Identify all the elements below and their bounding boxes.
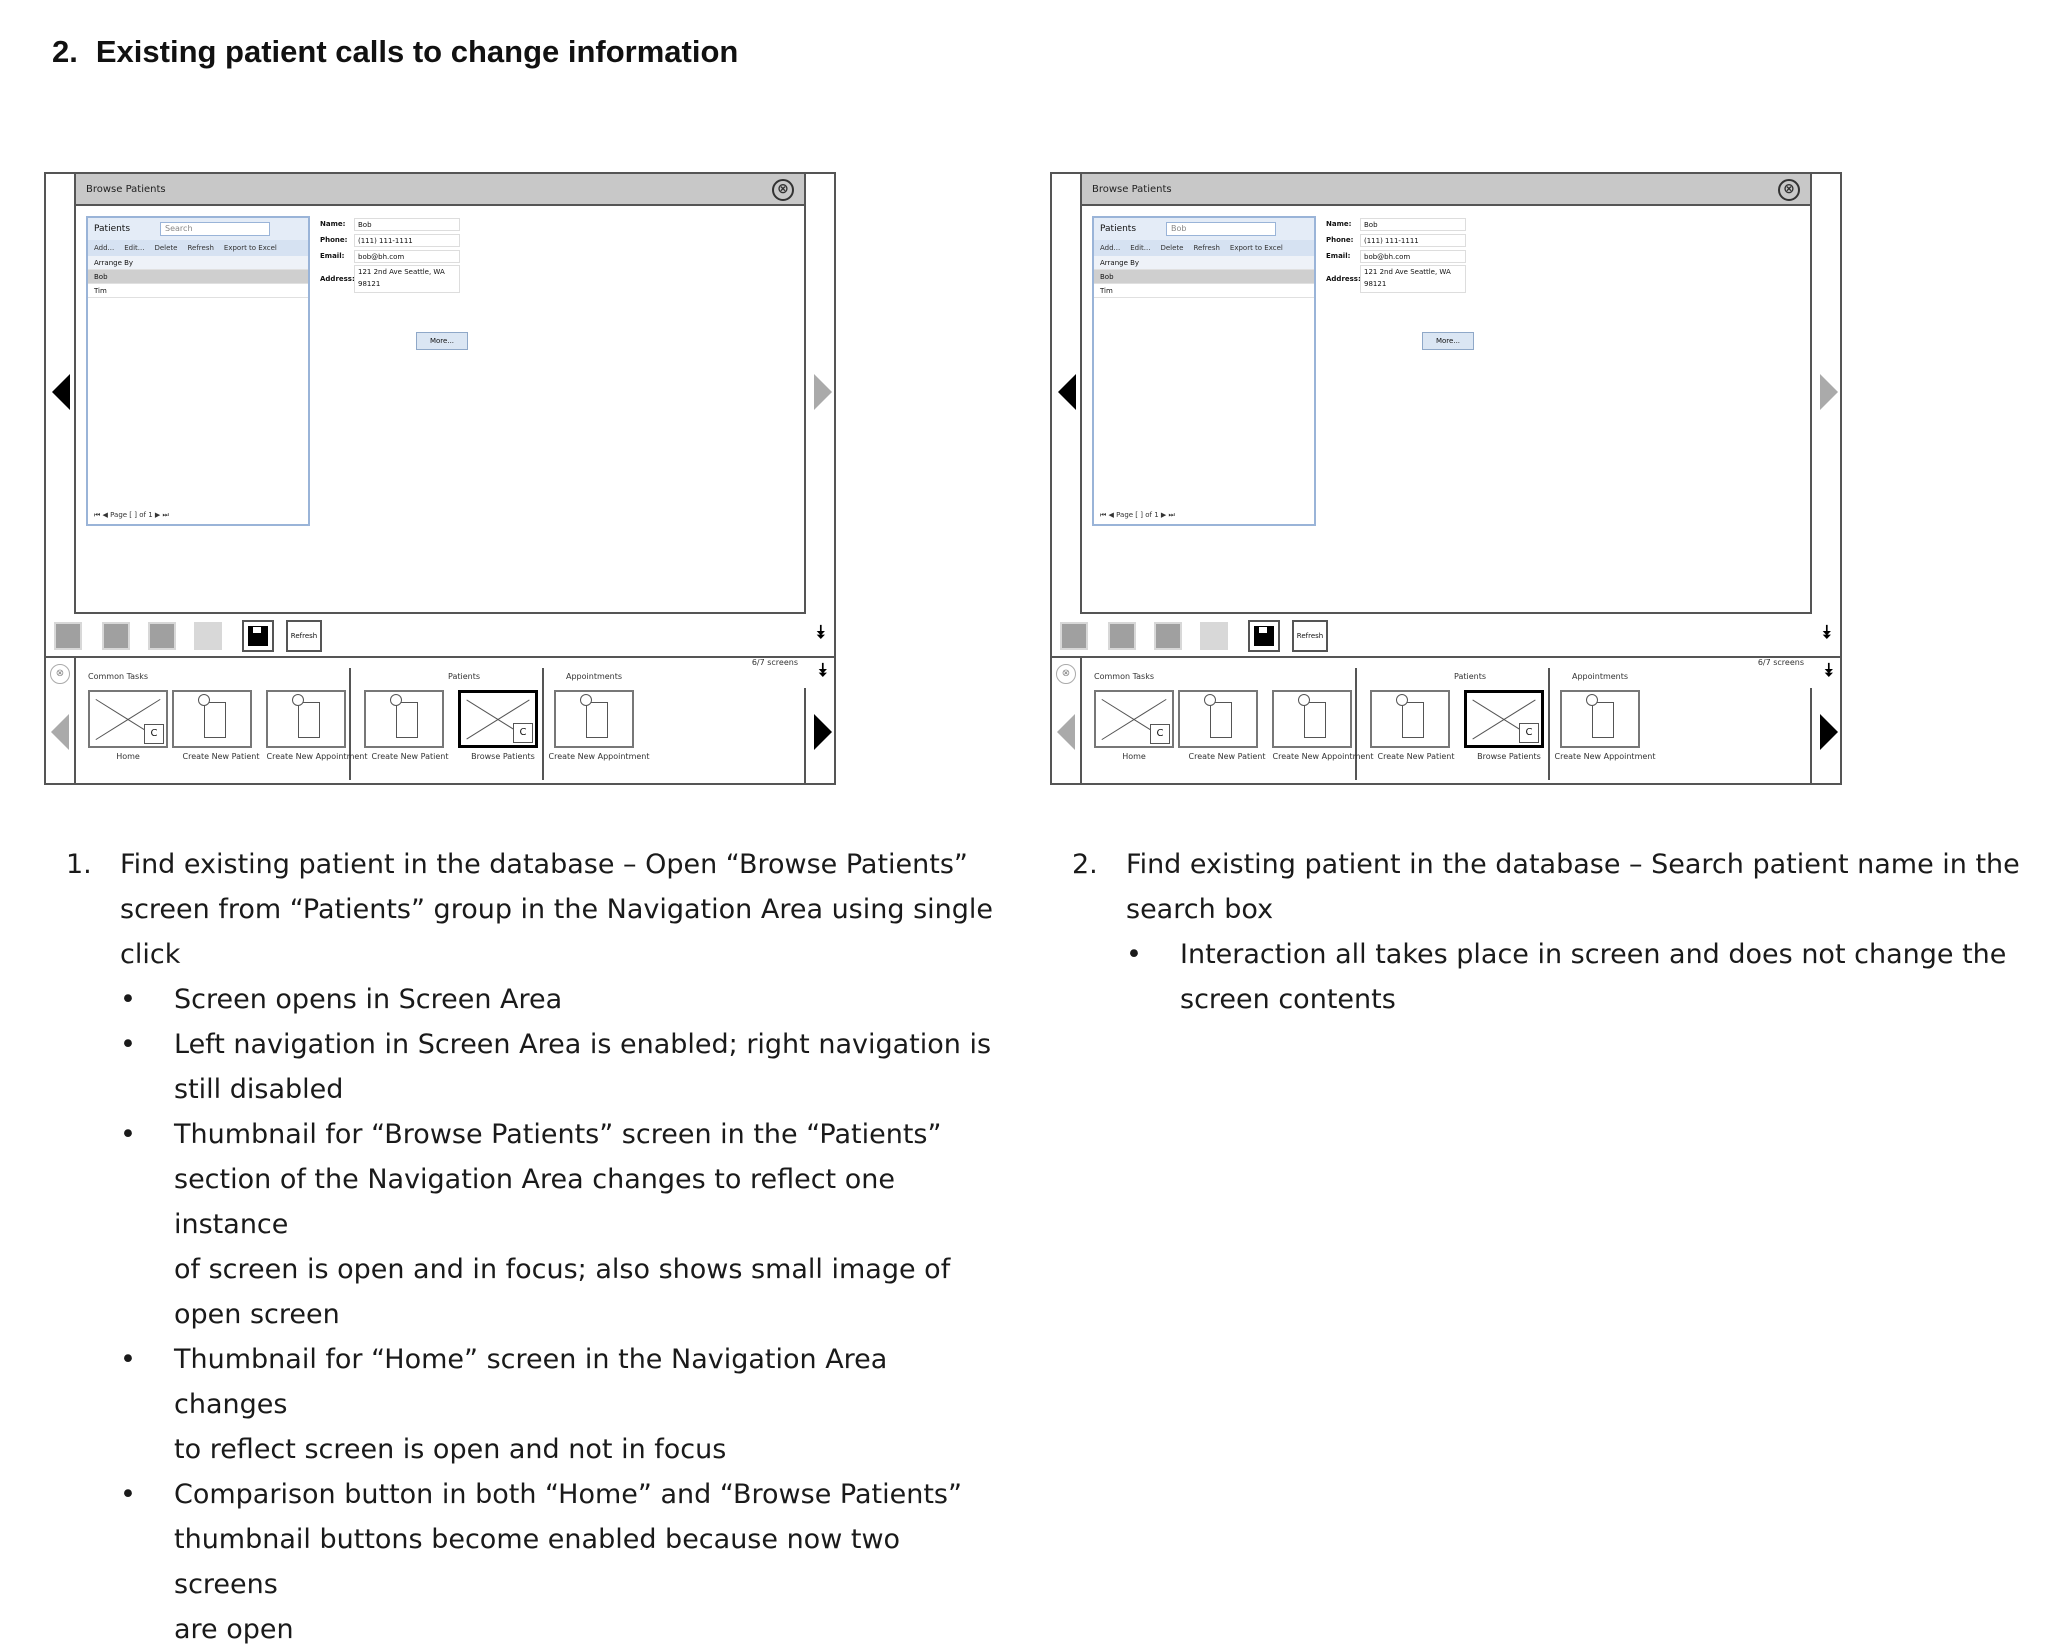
toolbar-button[interactable]: Export to Excel	[1229, 244, 1283, 252]
screen-toolbar	[46, 614, 834, 658]
detail-key: Phone:	[1326, 236, 1354, 244]
bullet-dot: •	[120, 1479, 136, 1510]
patients-list-title: Patients	[1100, 224, 1137, 234]
left-arrow-icon[interactable]	[52, 374, 70, 410]
search-input[interactable]: Bob	[1166, 222, 1276, 236]
toolbar-button[interactable]: Delete	[1160, 244, 1184, 252]
bullet-text	[174, 977, 562, 1022]
screen-thumbnail[interactable]	[1464, 690, 1544, 748]
thumbnail-label: Home	[1122, 752, 1146, 761]
step-2-description	[1072, 842, 2032, 1022]
list-item[interactable]: Tim	[1094, 284, 1314, 298]
toolbar-button[interactable]: Add...	[1100, 244, 1121, 252]
nav-right-column	[804, 688, 834, 783]
screen-right-nav[interactable]	[804, 174, 834, 614]
screen-left-nav[interactable]	[46, 174, 76, 614]
step-1-number: 1.	[66, 849, 92, 880]
group-divider	[1548, 668, 1550, 780]
section-heading	[52, 34, 738, 70]
screen-thumbnail[interactable]	[458, 690, 538, 748]
bullet-text	[1180, 932, 2006, 1022]
step-1-description	[66, 842, 1006, 1652]
comparison-icon[interactable]: ⊗	[1056, 664, 1076, 684]
thumbnail-label: Browse Patients	[471, 752, 535, 761]
toolbar-button[interactable]: Delete	[154, 244, 178, 252]
screen-toolbar	[1052, 614, 1840, 658]
bullet-text	[174, 1022, 991, 1112]
nav-left-arrow-icon[interactable]	[1057, 714, 1075, 750]
toolbar-square-button[interactable]	[1108, 622, 1136, 650]
thumbnail-label: Browse Patients	[1477, 752, 1541, 761]
toolbar-square-button[interactable]	[194, 622, 222, 650]
step-2-text	[1126, 842, 2020, 932]
detail-value[interactable]: (111) 111-1111	[354, 234, 460, 247]
search-input[interactable]: Search	[160, 222, 270, 236]
patients-list-header	[88, 218, 308, 240]
arrange-by-row[interactable]: Arrange By	[88, 256, 308, 270]
wireframe-mockup	[44, 172, 836, 785]
group-label: Common Tasks	[88, 672, 149, 681]
navigation-area	[46, 658, 834, 783]
patients-toolbar	[1094, 240, 1314, 256]
detail-value[interactable]: 121 2nd Ave Seattle, WA 98121	[1360, 265, 1466, 293]
detail-key: Email:	[320, 252, 345, 260]
refresh-button[interactable]: Refresh	[1292, 620, 1328, 652]
patients-list	[86, 216, 310, 526]
detail-row	[1326, 232, 1466, 248]
screen-title-bar	[1082, 174, 1810, 206]
bullet-item	[120, 1022, 1006, 1112]
left-arrow-icon[interactable]	[1058, 374, 1076, 410]
detail-key: Address:	[1326, 275, 1361, 283]
navigation-area	[1052, 658, 1840, 783]
bullet-line: Comparison button in both “Home” and “Browse Patients”	[174, 1479, 962, 1510]
detail-value[interactable]: bob@bh.com	[354, 250, 460, 263]
bullet-dot: •	[120, 984, 136, 1015]
screen-title: Browse Patients	[86, 183, 166, 195]
toolbar-button[interactable]: Add...	[94, 244, 115, 252]
toolbar-square-button[interactable]	[102, 622, 130, 650]
toolbar-square-button[interactable]	[1154, 622, 1182, 650]
screen-left-nav[interactable]	[1052, 174, 1082, 614]
pager[interactable]: ⏮ ◀ Page [ ] of 1 ▶ ⏭	[1100, 511, 1175, 519]
bullet-line: to reflect screen is open and not in focus	[174, 1434, 727, 1465]
toolbar-square-button[interactable]	[54, 622, 82, 650]
detail-row	[1326, 264, 1466, 294]
detail-row	[1326, 216, 1466, 232]
thumbnail-label: Create New Appointment	[1554, 752, 1656, 761]
detail-value[interactable]: 121 2nd Ave Seattle, WA 98121	[354, 265, 460, 293]
bullet-dot: •	[120, 1119, 136, 1150]
toolbar-button[interactable]: Refresh	[1193, 244, 1220, 252]
detail-key: Name:	[320, 220, 346, 228]
group-label: Patients	[1454, 672, 1487, 681]
bullet-line: Thumbnail for “Home” screen in the Navigation Area changes	[174, 1344, 888, 1420]
bullet-line: are open	[174, 1614, 294, 1645]
step-1-line: Find existing patient in the database – Open “Browse Patients”	[120, 849, 968, 880]
screen-thumbnail[interactable]	[172, 690, 252, 748]
detail-value[interactable]: (111) 111-1111	[1360, 234, 1466, 247]
bullet-line: Screen opens in Screen Area	[174, 984, 563, 1015]
detail-row	[1326, 248, 1466, 264]
more-button[interactable]: More...	[416, 332, 468, 350]
step-1-line: screen from “Patients” group in the Navigation Area using single	[120, 894, 994, 925]
section-number: 2.	[52, 34, 78, 69]
screen-thumbnail[interactable]	[554, 690, 634, 748]
detail-row	[320, 264, 460, 294]
save-icon[interactable]	[242, 620, 274, 652]
list-item[interactable]: Tim	[88, 284, 308, 298]
patients-list-title: Patients	[94, 224, 131, 234]
detail-row	[320, 216, 460, 232]
bullet-text	[174, 1472, 1006, 1652]
bullet-dot: •	[120, 1344, 136, 1375]
group-label: Appointments	[566, 672, 623, 681]
detail-key: Name:	[1326, 220, 1352, 228]
comparison-box[interactable]: C	[1150, 724, 1170, 744]
toolbar-square-button[interactable]	[1060, 622, 1088, 650]
detail-value[interactable]: Bob	[354, 218, 460, 231]
step-2-item	[1072, 842, 2032, 932]
group-label: Common Tasks	[1094, 672, 1155, 681]
bullet-item	[120, 1472, 1006, 1652]
toolbar-button[interactable]: Refresh	[187, 244, 214, 252]
bullet-line: of screen is open and in focus; also shows small image of	[174, 1254, 951, 1285]
group-label: Patients	[448, 672, 481, 681]
patients-list	[1092, 216, 1316, 526]
save-icon[interactable]	[1248, 620, 1280, 652]
bullet-line: Interaction all takes place in screen and does not change the	[1180, 939, 2007, 970]
pager[interactable]: ⏮ ◀ Page [ ] of 1 ▶ ⏭	[94, 511, 169, 519]
step-1-bullets	[120, 977, 1006, 1652]
close-icon[interactable]: ⊗	[772, 179, 794, 201]
bullet-line: thumbnail buttons become enabled because now two screens	[174, 1524, 901, 1600]
step-2-bullets	[1126, 932, 2032, 1022]
bullet-item	[120, 977, 1006, 1022]
thumbnail-label: Home	[116, 752, 140, 761]
bullet-item	[120, 1337, 1006, 1472]
bullet-item	[120, 1112, 1006, 1337]
thumbnail-label: Create New Patient	[182, 752, 260, 761]
group-label: Appointments	[1572, 672, 1629, 681]
comparison-box[interactable]: C	[513, 723, 533, 743]
screen-thumbnail[interactable]	[364, 690, 444, 748]
screens-count: 6/7 screens	[1757, 658, 1804, 667]
screen-thumbnail[interactable]	[1272, 690, 1352, 748]
bullet-line: still disabled	[174, 1074, 344, 1105]
refresh-button[interactable]: Refresh	[286, 620, 322, 652]
thumbnail-label: Create New Appointment	[548, 752, 650, 761]
thumbnail-label: Create New Appointment	[266, 752, 368, 761]
toolbar-square-button[interactable]	[1200, 622, 1228, 650]
detail-row	[320, 232, 460, 248]
screen-thumbnail[interactable]	[1370, 690, 1450, 748]
step-1-item	[66, 842, 1006, 977]
right-arrow-icon[interactable]	[814, 374, 832, 410]
patients-list-header	[1094, 218, 1314, 240]
right-arrow-icon[interactable]	[1820, 374, 1838, 410]
bullet-line: screen contents	[1180, 984, 1396, 1015]
nav-left-arrow-icon[interactable]	[51, 714, 69, 750]
patient-detail	[320, 216, 460, 294]
nav-left-column	[46, 658, 76, 783]
bullet-text	[174, 1112, 1006, 1337]
nav-right-arrow-icon[interactable]	[1820, 714, 1838, 750]
screen-area	[76, 174, 804, 614]
more-button[interactable]: More...	[1422, 332, 1474, 350]
step-1-text	[120, 842, 993, 977]
wireframe-mockup	[1050, 172, 1842, 785]
screen-area	[1082, 174, 1810, 614]
arrange-by-row[interactable]: Arrange By	[1094, 256, 1314, 270]
thumbnail-label: Create New Patient	[371, 752, 449, 761]
group-divider	[1355, 668, 1357, 780]
thumbnail-label: Create New Patient	[1377, 752, 1455, 761]
list-item[interactable]: Bob	[1094, 270, 1314, 284]
nav-left-column	[1052, 658, 1082, 783]
detail-value[interactable]: Bob	[1360, 218, 1466, 231]
bullet-line: section of the Navigation Area changes to reflect one instance	[174, 1164, 895, 1240]
screen-title: Browse Patients	[1092, 183, 1172, 195]
bullet-item	[1126, 932, 2032, 1022]
screen-thumbnail[interactable]	[266, 690, 346, 748]
double-down-arrow-icon[interactable]: ⯯	[815, 622, 826, 643]
close-icon[interactable]: ⊗	[1778, 179, 1800, 201]
toolbar-button[interactable]: Edit...	[1130, 244, 1151, 252]
screen-title-bar	[76, 174, 804, 206]
screens-count: 6/7 screens	[751, 658, 798, 667]
double-down-arrow-icon[interactable]: ⯯	[1823, 660, 1834, 681]
detail-key: Address:	[320, 275, 355, 283]
detail-key: Email:	[1326, 252, 1351, 260]
detail-key: Phone:	[320, 236, 348, 244]
step-2-line: Find existing patient in the database – Search patient name in the	[1126, 849, 2020, 880]
step-2-line: search box	[1126, 894, 1274, 925]
screen-thumbnail[interactable]	[88, 690, 168, 748]
screen-thumbnail[interactable]	[1560, 690, 1640, 748]
patients-toolbar	[88, 240, 308, 256]
thumbnail-label: Create New Patient	[1188, 752, 1266, 761]
screen-thumbnail[interactable]	[1094, 690, 1174, 748]
detail-value[interactable]: bob@bh.com	[1360, 250, 1466, 263]
double-down-arrow-icon[interactable]: ⯯	[1821, 622, 1832, 643]
bullet-dot: •	[1126, 939, 1142, 970]
nav-right-column	[1810, 688, 1840, 783]
bullet-dot: •	[120, 1029, 136, 1060]
thumbnail-label: Create New Appointment	[1272, 752, 1374, 761]
bullet-line: Thumbnail for “Browse Patients” screen in the “Patients”	[174, 1119, 942, 1150]
comparison-box[interactable]: C	[1519, 723, 1539, 743]
bullet-line: Left navigation in Screen Area is enabled; right navigation is	[174, 1029, 992, 1060]
bullet-text	[174, 1337, 1006, 1472]
nav-right-arrow-icon[interactable]	[814, 714, 832, 750]
toolbar-button[interactable]: Export to Excel	[223, 244, 277, 252]
group-divider	[349, 668, 351, 780]
toolbar-square-button[interactable]	[148, 622, 176, 650]
screen-thumbnail[interactable]	[1178, 690, 1258, 748]
list-item[interactable]: Bob	[88, 270, 308, 284]
section-title: Existing patient calls to change information	[95, 34, 739, 69]
comparison-icon[interactable]: ⊗	[50, 664, 70, 684]
screen-right-nav[interactable]	[1810, 174, 1840, 614]
toolbar-button[interactable]: Edit...	[124, 244, 145, 252]
bullet-line: open screen	[174, 1299, 340, 1330]
group-divider	[542, 668, 544, 780]
step-1-line: click	[120, 939, 181, 970]
double-down-arrow-icon[interactable]: ⯯	[817, 660, 828, 681]
patient-detail	[1326, 216, 1466, 294]
detail-row	[320, 248, 460, 264]
step-2-number: 2.	[1072, 849, 1098, 880]
comparison-box[interactable]: C	[144, 724, 164, 744]
